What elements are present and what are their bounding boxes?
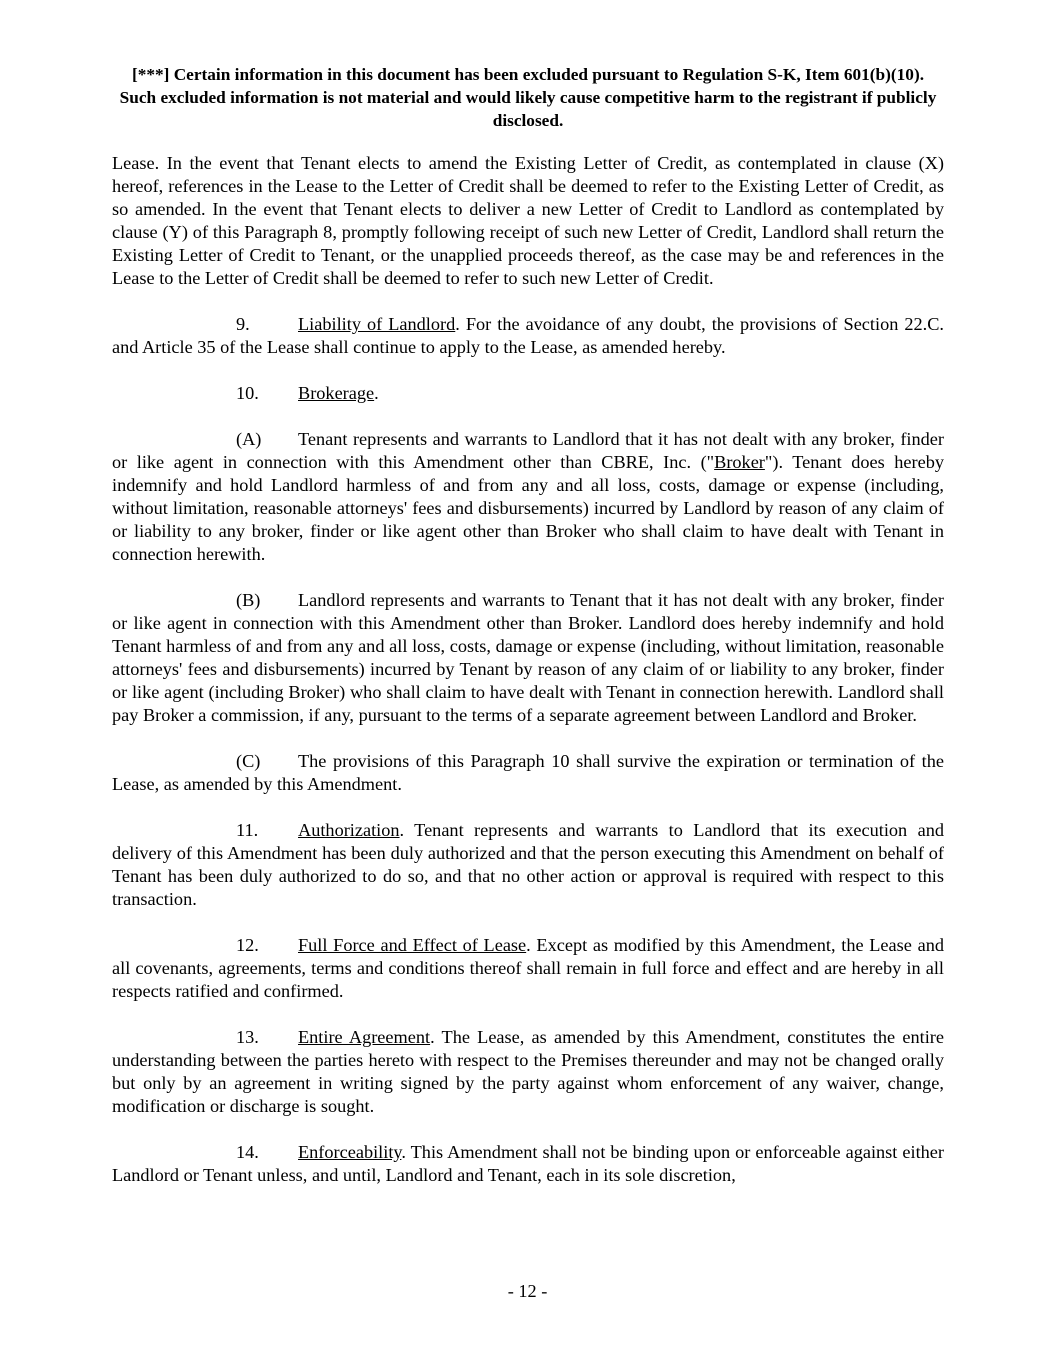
section-number: 12.: [236, 935, 259, 955]
section-text: . This Amendment shall not be binding upon or enforceable against either Landlord or Tenant unless, and until, Landlord and Tenant, each in its sole discretion,: [112, 1142, 944, 1185]
section-title: Brokerage: [298, 383, 375, 403]
section-number: 13.: [236, 1027, 259, 1047]
subsection-10b: [112, 589, 944, 727]
section-text: . The Lease, as amended by this Amendment, constitutes the entire understanding between the parties hereto with respect to the Premises thereunder and may not be changed orally but only by an agreement in writing signed by the party against whom enforcement of any waiver, change, modification or discharge is sought.: [112, 1027, 944, 1116]
section-number: 14.: [236, 1142, 259, 1162]
subsection-10a: [112, 428, 944, 566]
page-number: - 12 -: [507, 1281, 548, 1301]
subsection-10c: [112, 750, 944, 796]
section-12: [112, 934, 944, 1003]
subsection-label: (C): [236, 751, 261, 771]
section-title: Full Force and Effect of Lease: [298, 935, 527, 955]
subsection-text: Tenant represents and warrants to Landlord that it has not dealt with any broker, finder or like agent in connection with this Amendment other than CBRE, Inc. (": [112, 429, 944, 472]
document-body: [112, 152, 944, 1210]
section-10: [112, 382, 944, 405]
section-title: Enforceability: [298, 1142, 402, 1162]
section-text: . Except as modified by this Amendment, the Lease and all covenants, agreements, terms and conditions thereof shall remain in full force and effect and are hereby in all respects ratified and confirmed.: [112, 935, 944, 1001]
redaction-notice: [***] Certain information in this document has been excluded pursuant to Regulation S-K, Item 601(b)(10). Such excluded information is not material and would likely cause competitive harm to the registrant if publicly disclosed.: [119, 65, 937, 130]
subsection-text: The provisions of this Paragraph 10 shall survive the expiration or termination of the Lease, as amended by this Amendment.: [112, 751, 944, 794]
section-number: 11.: [236, 820, 259, 840]
section-title: Authorization: [298, 820, 400, 840]
section-number: 9.: [236, 314, 250, 334]
section-text: . For the avoidance of any doubt, the provisions of Section 22.C. and Article 35 of the Lease shall continue to apply to the Lease, as amended hereby.: [112, 314, 944, 357]
section-9: [112, 313, 944, 359]
section-13: [112, 1026, 944, 1118]
section-14: [112, 1141, 944, 1187]
section-11: [112, 819, 944, 911]
continuation-paragraph: Lease. In the event that Tenant elects to amend the Existing Letter of Credit, as contemplated in clause (X) hereof, references in the Lease to the Letter of Credit shall be deemed to refer to the Existing Letter of Credit, as so amended. In the event that Tenant elects to deliver a new Letter of Credit to Landlord as contemplated by clause (Y) of this Paragraph 8, promptly following receipt of such new Letter of Credit, Landlord shall return the Existing Letter of Credit to Tenant, or the unapplied proceeds thereof, as the case may be and references in the Lease to the Letter of Credit shall be deemed to refer to such new Letter of Credit.: [112, 153, 944, 288]
subsection-label: (B): [236, 590, 261, 610]
subsection-label: (A): [236, 429, 262, 449]
subsection-text: Landlord represents and warrants to Tenant that it has not dealt with any broker, finder or like agent in connection with this Amendment other than Broker. Landlord does hereby indemnify and hold Tenant harmless of and from any and all loss, costs, damage or expense (including, without limitation, reasonable attorneys' fees and disbursements) incurred by Tenant by reason of any claim of or liability to any broker, finder or like agent (including Broker) who shall claim to have dealt with Tenant in connection herewith. Landlord shall pay Broker a commission, if any, pursuant to the terms of a separate agreement between Landlord and Broker.: [112, 590, 944, 725]
section-number: 10.: [236, 383, 259, 403]
section-text: . Tenant represents and warrants to Landlord that its execution and delivery of this Amendment has been duly authorized and that the person executing this Amendment on behalf of Tenant has been duly authorized to do so, and that no other action or approval is required with respect to this transaction.: [112, 820, 944, 909]
section-title: Entire Agreement: [298, 1027, 431, 1047]
section-text: .: [374, 383, 379, 403]
defined-term-broker: Broker: [714, 452, 765, 472]
subsection-text-cont: "). Tenant does hereby indemnify and hold Landlord harmless of and from any and all loss, costs, damage or expense (including, without limitation, reasonable attorneys' fees and disbursements) incurred by Landlord by reason of any claim of or liability to any broker, finder or like agent other than Broker who shall claim to have dealt with Tenant in connection herewith.: [112, 452, 944, 564]
section-title: Liability of Landlord: [298, 314, 456, 334]
